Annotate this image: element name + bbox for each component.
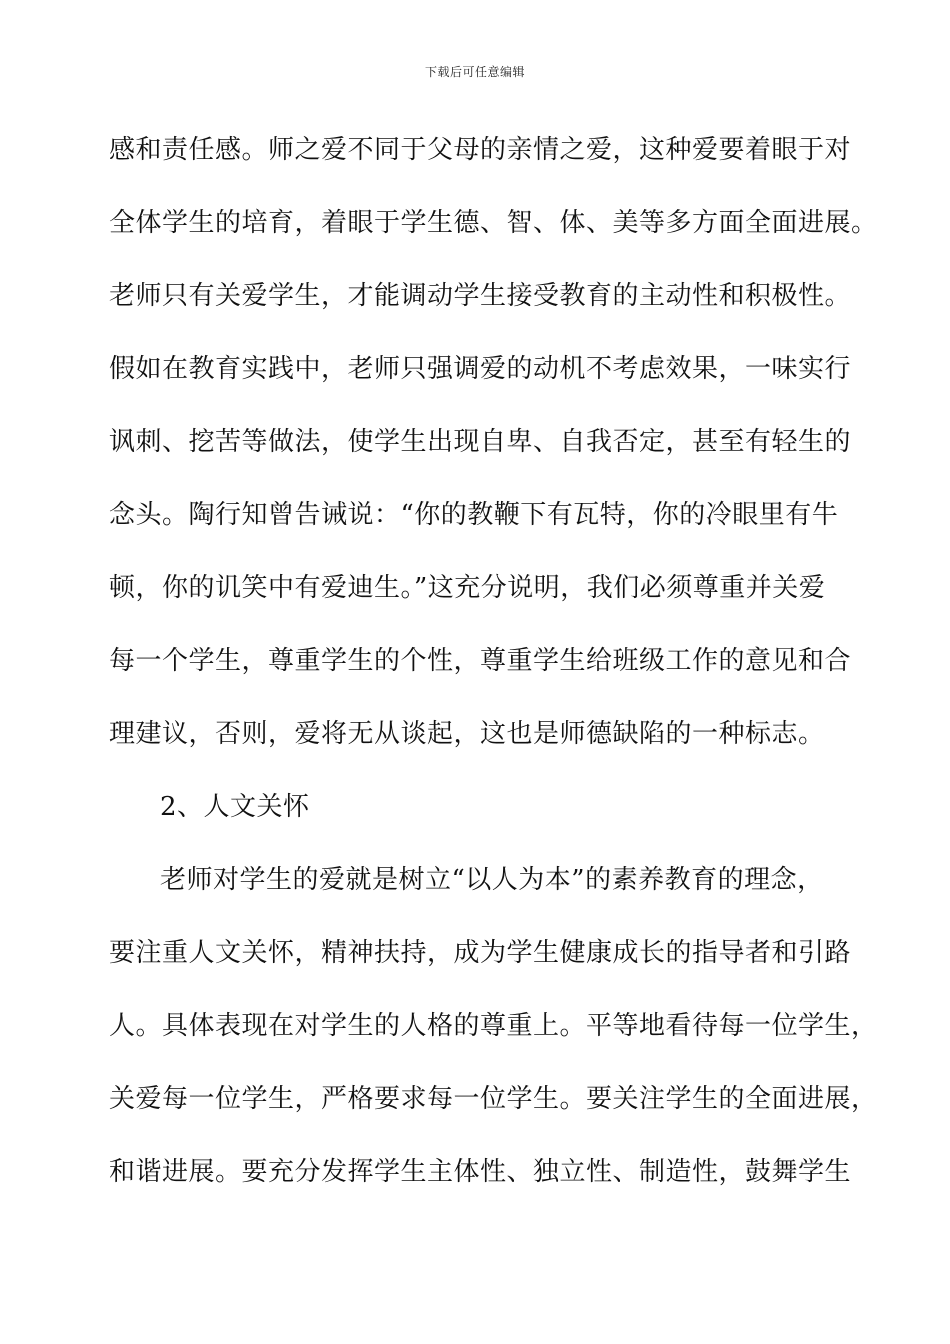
page-header: 下载后可任意编辑 bbox=[424, 65, 525, 79]
text-line: 顿，你的讥笑中有爱迪生。”这充分说明，我们必须尊重并关爱 bbox=[109, 573, 826, 603]
text-line: 感和责任感。师之爱不同于父母的亲情之爱，这种爱要着眼于对 bbox=[109, 135, 852, 165]
text-line: 和谐进展。要充分发挥学生主体性、独立性、制造性，鼓舞学生 bbox=[109, 1157, 852, 1187]
text-line: 要注重人文关怀，精神扶持，成为学生健康成长的指导者和引路 bbox=[109, 938, 852, 968]
text-line: 老师只有关爱学生，才能调动学生接受教育的主动性和积极性。 bbox=[109, 281, 852, 311]
text-line: 念头。陶行知曾告诫说：“你的教鞭下有瓦特，你的冷眼里有牛 bbox=[109, 500, 839, 530]
text-line: 理建议，否则，爱将无从谈起，这也是师德缺陷的一种标志。 bbox=[109, 719, 825, 749]
text-line: 老师对学生的爱就是树立“以人为本”的素养教育的理念， bbox=[160, 865, 824, 895]
text-line: 假如在教育实践中，老师只强调爱的动机不考虑效果，一味实行 bbox=[109, 354, 852, 384]
text-line: 人。具体表现在对学生的人格的尊重上。平等地看待每一位学生， bbox=[109, 1011, 878, 1041]
section-heading: 2、人文关怀 bbox=[160, 792, 310, 822]
text-line: 全体学生的培育，着眼于学生德、智、体、美等多方面全面进展。 bbox=[109, 208, 878, 238]
text-line: 关爱每一位学生，严格要求每一位学生。要关注学生的全面进展， bbox=[109, 1084, 878, 1114]
text-line: 每一个学生，尊重学生的个性，尊重学生给班级工作的意见和合 bbox=[109, 646, 852, 676]
text-line: 讽刺、挖苦等做法，使学生出现自卑、自我否定，甚至有轻生的 bbox=[109, 427, 852, 457]
